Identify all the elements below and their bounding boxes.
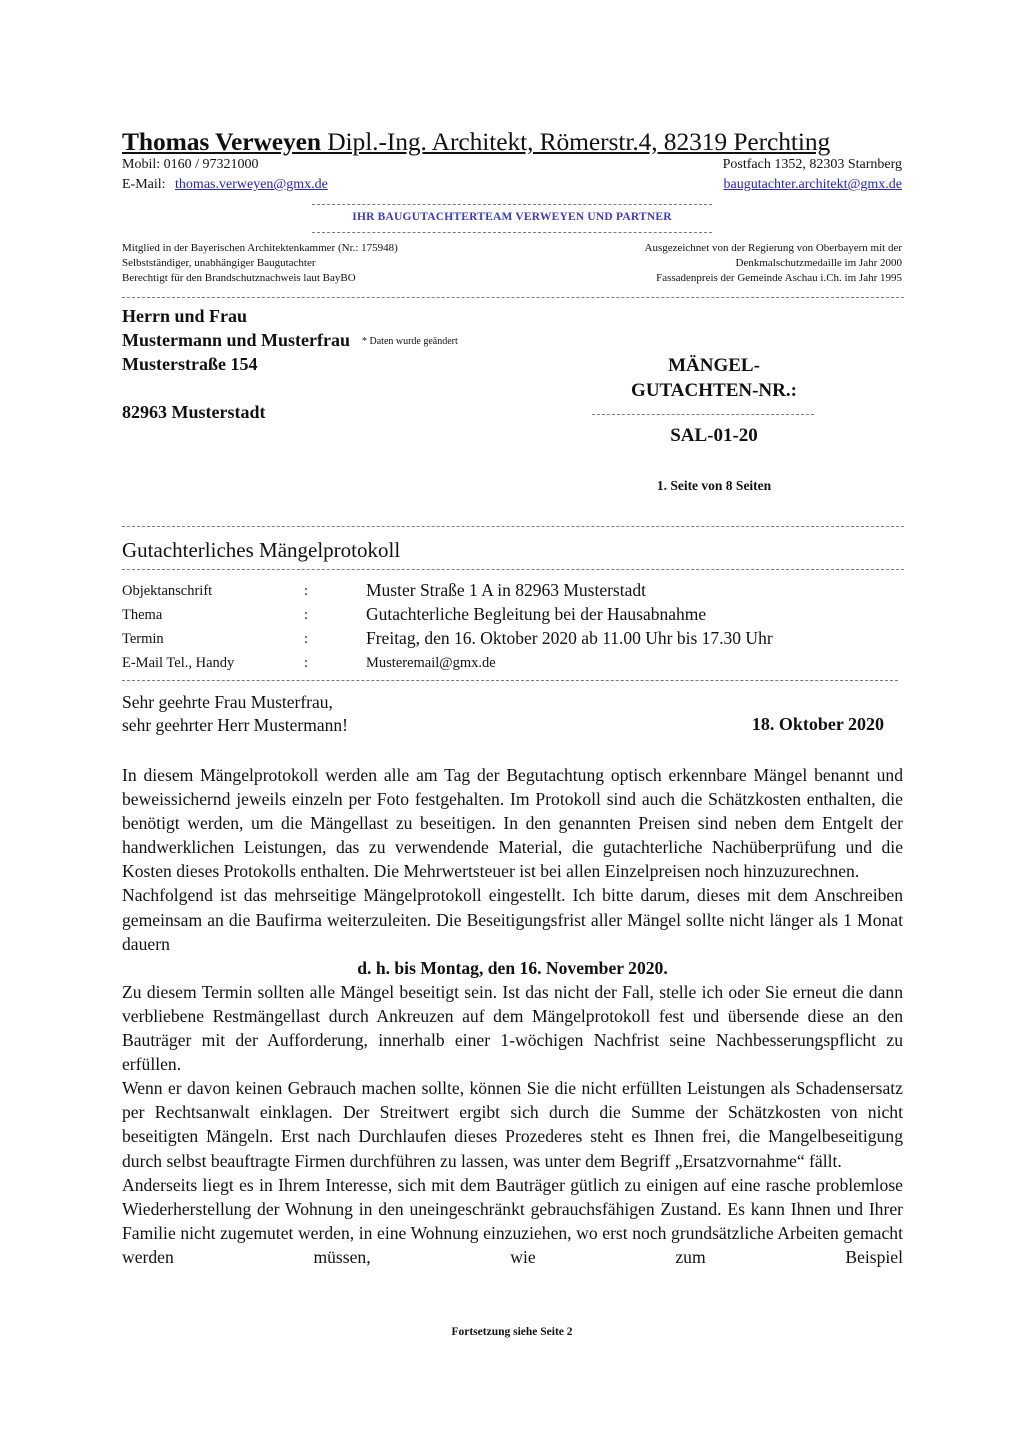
mobile-number: Mobil: 0160 / 97321000: [122, 157, 259, 172]
meta-colon: :: [304, 607, 309, 623]
meta-value: Musteremail@gmx.de: [366, 655, 496, 671]
page-info: 1. Seite von 8 Seiten: [656, 478, 772, 493]
greeting-line: Sehr geehrte Frau Musterfrau,: [122, 692, 333, 712]
meta-colon: :: [304, 631, 309, 647]
divider: [122, 526, 904, 527]
report-number: SAL-01-20: [670, 425, 758, 446]
meta-value: Muster Straße 1 A in 82963 Musterstadt: [366, 580, 646, 600]
report-label-line1: MÄNGEL-: [668, 355, 760, 376]
meta-value: Freitag, den 16. Oktober 2020 ab 11.00 Uhr bis 17.30 Uhr: [366, 628, 773, 648]
data-changed-note: * Daten wurde geändert: [362, 336, 458, 347]
recipient-street: Musterstraße 154: [122, 354, 258, 374]
meta-label: Objektanschrift: [122, 583, 213, 599]
recipient-salutation: Herrn und Frau: [122, 306, 248, 326]
divider: [592, 414, 814, 415]
recipient-names-row: [122, 330, 458, 351]
greeting-line: sehr geehrter Herr Mustermann!: [122, 715, 348, 735]
divider: [122, 680, 898, 681]
award-line: Ausgezeichnet von der Regierung von Oberbayern mit der: [644, 242, 902, 254]
team-banner: IHR BAUGUTACHTERTEAM VERWEYEN UND PARTNER: [352, 211, 672, 223]
body-paragraph: In diesem Mängelprotokoll werden alle am Tag der Begutachtung optisch erkennbare Mängel benannt und beweissichernd jeweils einzeln per Foto festgehalten. Im Protokoll sind auch die Schätzkosten enthalten, die benötigt werden, um die Mängellast zu beseitigen. In den genannten Preisen sind neben dem Entgelt der handwerklichen Leistungen, das zu verwendende Material, die gutachterliche Nachüberprüfung und die Kosten dieses Protokolls enthalten. Die Mehrwertsteuer ist bei allen Einzelpreisen noch hinzuzurechnen.: [122, 765, 903, 882]
award-line: Fassadenpreis der Gemeinde Aschau i.Ch. im Jahr 1995: [656, 272, 902, 284]
meta-value: Gutachterliche Begleitung bei der Hausabnahme: [366, 604, 707, 624]
continuation-note: Fortsetzung siehe Seite 2: [451, 1326, 573, 1338]
credentials-right: [645, 241, 903, 286]
meta-label: Thema: [122, 607, 163, 623]
recipient-city: 82963 Musterstadt: [122, 402, 266, 422]
divider: [122, 569, 904, 570]
contact-row-1: [122, 157, 902, 173]
body-paragraph: Nachfolgend ist das mehrseitige Mängelprotokoll eingestellt. Ich bitte darum, dieses mit dem Anschreiben gemeinsam an die Baufirma weiterzuleiten. Die Beseitigungsfrist aller Mängel sollte nicht länger als 1 Monat dauern: [122, 885, 903, 954]
recipient-names: Mustermann und Musterfrau: [122, 330, 350, 350]
meta-label: E-Mail Tel., Handy: [122, 655, 235, 671]
letter-date: 18. Oktober 2020: [751, 714, 884, 734]
body-paragraph: Zu diesem Termin sollten alle Mängel beseitigt sein. Ist das nicht der Fall, stelle ich oder Sie erneut die dann verbliebene Restmängellast durch Ankreuzen auf dem Mängelprotokoll fest und übersende diese an den Bauträger mit der Aufforderung, innerhalb einer 1-wöchigen Nachfrist seine Nachbesserungspflicht zu erfüllen.: [122, 981, 903, 1075]
award-line: Denkmalschutzmedaille im Jahr 2000: [735, 257, 902, 269]
document-subject: Gutachterliches Mängelprotokoll: [122, 538, 401, 562]
email-link-secondary[interactable]: baugutachter.architekt@gmx.de: [723, 177, 902, 192]
report-label-line2: GUTACHTEN-NR.:: [631, 380, 797, 401]
contact-row-2: [122, 177, 902, 193]
credential-line: Berechtigt für den Brandschutznachweis laut BayBO: [122, 272, 356, 284]
divider: [312, 204, 712, 205]
credential-line: Mitglied in der Bayerischen Architektenkammer (Nr.: 175948): [122, 242, 398, 254]
architect-name: Thomas Verweyen: [122, 127, 321, 156]
greeting: [122, 691, 348, 737]
divider: [122, 297, 904, 298]
credential-line: Selbstständiger, unabhängiger Baugutachter: [122, 257, 316, 269]
credentials-left: [122, 241, 398, 286]
letter-body: [122, 763, 903, 1269]
meta-colon: :: [304, 583, 309, 599]
meta-colon: :: [304, 655, 309, 671]
body-paragraph: Anderseits liegt es in Ihrem Interesse, sich mit dem Bauträger gütlich zu einigen auf eine rasche problemlose Wiederherstellung der Wohnung in den uneingeschränkt gebrauchsfähigen Zustand. Es kann Ihnen und Ihrer Familie nicht zugemutet werden, in eine Wohnung einzuziehen, wo erst noch grundsätzliche Arbeiten gemacht werden müssen, wie zum Beispiel: [122, 1174, 903, 1267]
deadline-line: d. h. bis Montag, den 16. November 2020.: [357, 957, 668, 978]
email-label: E-Mail:: [122, 177, 166, 192]
body-paragraph: Wenn er davon keinen Gebrauch machen sollte, können Sie die nicht erfüllten Leistungen als Schadensersatz per Rechtsanwalt einklagen. Der Streitwert ergibt sich durch die Summe der Schätzkosten von nicht beseitigten Mängeln. Erst nach Durchlaufen dieses Prozederes steht es Ihnen frei, die Mangelbeseitigung durch selbst beauftragte Firmen durchführen zu lassen, was unter dem Begriff „Ersatzvornahme“ fällt.: [122, 1078, 903, 1171]
email-link-primary[interactable]: thomas.verweyen@gmx.de: [175, 177, 328, 192]
meta-label: Termin: [122, 631, 164, 647]
divider: [312, 232, 712, 233]
postbox-address: Postfach 1352, 82303 Starnberg: [722, 157, 902, 172]
architect-title-address: Dipl.-Ing. Architekt, Römerstr.4, 82319 Perchting: [320, 127, 831, 156]
letterhead-title: [122, 127, 902, 157]
